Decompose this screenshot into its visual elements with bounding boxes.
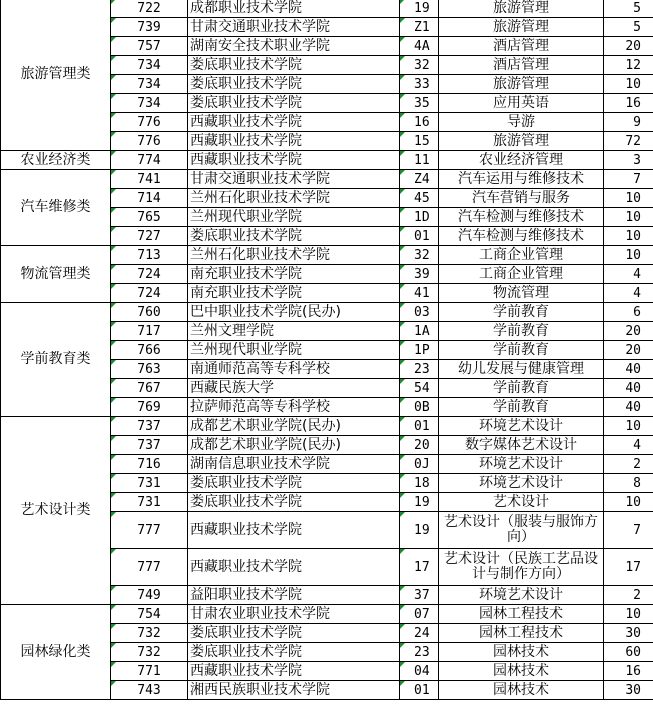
major-code-cell[interactable]: 54: [400, 379, 439, 398]
plan-count-cell[interactable]: 40: [604, 360, 653, 379]
school-name-cell[interactable]: 西藏职业技术学院: [188, 132, 400, 151]
school-code-cell[interactable]: 731: [111, 493, 188, 512]
plan-count-cell[interactable]: 30: [604, 681, 653, 700]
school-name-cell[interactable]: 成都艺术职业学院(民办): [188, 436, 400, 455]
major-code-cell[interactable]: 01: [400, 227, 439, 246]
school-code-cell[interactable]: 714: [111, 189, 188, 208]
major-name-cell[interactable]: 数字媒体艺术设计: [439, 436, 604, 455]
major-code-cell[interactable]: 32: [400, 56, 439, 75]
major-code-cell[interactable]: 19: [400, 512, 439, 549]
school-name-cell[interactable]: 南充职业技术学院: [188, 265, 400, 284]
school-name-cell[interactable]: 巴中职业技术学院(民办): [188, 303, 400, 322]
major-code-cell[interactable]: 32: [400, 246, 439, 265]
school-code-cell[interactable]: 777: [111, 512, 188, 549]
plan-count-cell[interactable]: 9: [604, 113, 653, 132]
school-name-cell[interactable]: 娄底职业技术学院: [188, 56, 400, 75]
major-code-cell[interactable]: 41: [400, 284, 439, 303]
school-name-cell[interactable]: 西藏职业技术学院: [188, 151, 400, 170]
major-code-cell[interactable]: 23: [400, 360, 439, 379]
plan-count-cell[interactable]: 10: [604, 246, 653, 265]
school-name-cell[interactable]: 西藏职业技术学院: [188, 662, 400, 681]
major-name-cell[interactable]: 园林技术: [439, 662, 604, 681]
major-name-cell[interactable]: 环境艺术设计: [439, 474, 604, 493]
plan-count-cell[interactable]: 16: [604, 94, 653, 113]
major-code-cell[interactable]: Z4: [400, 170, 439, 189]
plan-count-cell[interactable]: 10: [604, 189, 653, 208]
school-name-cell[interactable]: 成都职业技术学院: [188, 0, 400, 18]
school-name-cell[interactable]: 兰州文理学院: [188, 322, 400, 341]
plan-count-cell[interactable]: 2: [604, 455, 653, 474]
major-code-cell[interactable]: Z1: [400, 18, 439, 37]
table-row: [1, 170, 653, 189]
school-code-cell[interactable]: 716: [111, 455, 188, 474]
category-cell[interactable]: 旅游管理类: [1, 0, 111, 151]
major-code-cell[interactable]: 45: [400, 189, 439, 208]
plan-count-cell[interactable]: 20: [604, 37, 653, 56]
school-code-cell[interactable]: 734: [111, 75, 188, 94]
major-code-cell[interactable]: 23: [400, 643, 439, 662]
major-name-cell[interactable]: 汽车营销与服务: [439, 189, 604, 208]
category-cell[interactable]: 农业经济类: [1, 151, 111, 170]
plan-count-cell[interactable]: 10: [604, 227, 653, 246]
major-code-cell[interactable]: 04: [400, 662, 439, 681]
table-row: [1, 417, 653, 436]
school-name-cell[interactable]: 湖南安全技术职业学院: [188, 37, 400, 56]
major-name-cell[interactable]: 学前教育: [439, 379, 604, 398]
school-name-cell[interactable]: 湘西民族职业技术学院: [188, 681, 400, 700]
plan-count-cell[interactable]: 16: [604, 662, 653, 681]
major-name-cell[interactable]: 旅游管理: [439, 18, 604, 37]
major-name-cell[interactable]: 导游: [439, 113, 604, 132]
school-code-cell[interactable]: 774: [111, 151, 188, 170]
school-code-cell[interactable]: 724: [111, 284, 188, 303]
major-code-cell[interactable]: 0J: [400, 455, 439, 474]
major-name-cell[interactable]: 园林技术: [439, 643, 604, 662]
major-code-cell[interactable]: 20: [400, 436, 439, 455]
table-row: [1, 246, 653, 265]
plan-count-cell[interactable]: 7: [604, 512, 653, 549]
major-name-cell[interactable]: 酒店管理: [439, 56, 604, 75]
school-name-cell[interactable]: 娄底职业技术学院: [188, 474, 400, 493]
plan-count-cell[interactable]: 72: [604, 132, 653, 151]
school-code-cell[interactable]: 765: [111, 208, 188, 227]
major-name-cell[interactable]: 汽车检测与维修技术: [439, 208, 604, 227]
school-name-cell[interactable]: 西藏职业技术学院: [188, 113, 400, 132]
major-code-cell[interactable]: 01: [400, 681, 439, 700]
major-name-cell[interactable]: 园林工程技术: [439, 605, 604, 624]
major-code-cell[interactable]: 0B: [400, 398, 439, 417]
major-code-cell[interactable]: 18: [400, 474, 439, 493]
major-code-cell[interactable]: 07: [400, 605, 439, 624]
major-code-cell[interactable]: 24: [400, 624, 439, 643]
school-code-cell[interactable]: 743: [111, 681, 188, 700]
plan-count-cell[interactable]: 7: [604, 170, 653, 189]
school-code-cell[interactable]: 776: [111, 113, 188, 132]
major-name-cell[interactable]: 艺术设计（民族工艺品设计与制作方向）: [439, 549, 604, 586]
major-name-cell[interactable]: 工商企业管理: [439, 246, 604, 265]
table-body: [1, 0, 653, 700]
school-code-cell[interactable]: 734: [111, 94, 188, 113]
plan-count-cell[interactable]: 17: [604, 549, 653, 586]
major-name-cell[interactable]: 学前教育: [439, 322, 604, 341]
table-row: [1, 303, 653, 322]
category-cell[interactable]: 汽车维修类: [1, 170, 111, 246]
plan-count-cell[interactable]: 6: [604, 303, 653, 322]
school-name-cell[interactable]: 甘肃交通职业技术学院: [188, 18, 400, 37]
major-code-cell[interactable]: 17: [400, 549, 439, 586]
major-code-cell[interactable]: 15: [400, 132, 439, 151]
school-code-cell[interactable]: 739: [111, 18, 188, 37]
school-code-cell[interactable]: 767: [111, 379, 188, 398]
plan-count-cell[interactable]: 4: [604, 265, 653, 284]
major-code-cell[interactable]: 19: [400, 493, 439, 512]
school-code-cell[interactable]: 732: [111, 643, 188, 662]
major-name-cell[interactable]: 园林工程技术: [439, 624, 604, 643]
plan-count-cell[interactable]: 10: [604, 75, 653, 94]
school-code-cell[interactable]: 757: [111, 37, 188, 56]
school-code-cell[interactable]: 777: [111, 549, 188, 586]
table-row: [1, 151, 653, 170]
school-name-cell[interactable]: 成都艺术职业学院(民办): [188, 417, 400, 436]
major-name-cell[interactable]: 环境艺术设计: [439, 586, 604, 605]
major-code-cell[interactable]: 37: [400, 586, 439, 605]
plan-count-cell[interactable]: 10: [604, 208, 653, 227]
major-name-cell[interactable]: 物流管理: [439, 284, 604, 303]
school-name-cell[interactable]: 娄底职业技术学院: [188, 94, 400, 113]
major-code-cell[interactable]: 4A: [400, 37, 439, 56]
school-name-cell[interactable]: 娄底职业技术学院: [188, 643, 400, 662]
school-name-cell[interactable]: 南通师范高等专科学校: [188, 360, 400, 379]
plan-count-cell[interactable]: 40: [604, 379, 653, 398]
school-code-cell[interactable]: 771: [111, 662, 188, 681]
school-name-cell[interactable]: 娄底职业技术学院: [188, 227, 400, 246]
school-name-cell[interactable]: 益阳职业技术学院: [188, 586, 400, 605]
category-cell[interactable]: 物流管理类: [1, 246, 111, 303]
major-code-cell[interactable]: 16: [400, 113, 439, 132]
school-code-cell[interactable]: 741: [111, 170, 188, 189]
major-name-cell[interactable]: 酒店管理: [439, 37, 604, 56]
school-code-cell[interactable]: 776: [111, 132, 188, 151]
plan-count-cell[interactable]: 4: [604, 284, 653, 303]
school-code-cell[interactable]: 732: [111, 624, 188, 643]
school-name-cell[interactable]: 娄底职业技术学院: [188, 75, 400, 94]
major-name-cell[interactable]: 学前教育: [439, 398, 604, 417]
major-code-cell[interactable]: 33: [400, 75, 439, 94]
plan-count-cell[interactable]: 20: [604, 341, 653, 360]
major-name-cell[interactable]: 汽车检测与维修技术: [439, 227, 604, 246]
school-code-cell[interactable]: 749: [111, 586, 188, 605]
school-name-cell[interactable]: 娄底职业技术学院: [188, 493, 400, 512]
major-code-cell[interactable]: 01: [400, 417, 439, 436]
major-name-cell[interactable]: 园林技术: [439, 681, 604, 700]
major-name-cell[interactable]: 艺术设计（服装与服饰方向）: [439, 512, 604, 549]
school-name-cell[interactable]: 甘肃交通职业技术学院: [188, 170, 400, 189]
school-code-cell[interactable]: 760: [111, 303, 188, 322]
major-name-cell[interactable]: 幼儿发展与健康管理: [439, 360, 604, 379]
major-name-cell[interactable]: 旅游管理: [439, 0, 604, 18]
table-row: [1, 0, 653, 18]
school-code-cell[interactable]: 754: [111, 605, 188, 624]
major-code-cell[interactable]: 19: [400, 0, 439, 18]
major-name-cell[interactable]: 应用英语: [439, 94, 604, 113]
plan-count-cell[interactable]: 8: [604, 474, 653, 493]
major-name-cell[interactable]: 旅游管理: [439, 75, 604, 94]
major-name-cell[interactable]: 旅游管理: [439, 132, 604, 151]
category-cell[interactable]: 学前教育类: [1, 303, 111, 417]
major-code-cell[interactable]: 1A: [400, 322, 439, 341]
school-name-cell[interactable]: 兰州现代职业学院: [188, 208, 400, 227]
school-code-cell[interactable]: 737: [111, 436, 188, 455]
school-code-cell[interactable]: 769: [111, 398, 188, 417]
plan-count-cell[interactable]: 40: [604, 398, 653, 417]
school-code-cell[interactable]: 731: [111, 474, 188, 493]
school-name-cell[interactable]: 拉萨师范高等专科学校: [188, 398, 400, 417]
plan-count-cell[interactable]: 12: [604, 56, 653, 75]
major-name-cell[interactable]: 学前教育: [439, 341, 604, 360]
major-name-cell[interactable]: 农业经济管理: [439, 151, 604, 170]
plan-count-cell[interactable]: 60: [604, 643, 653, 662]
school-name-cell[interactable]: 甘肃农业职业技术学院: [188, 605, 400, 624]
plan-count-cell[interactable]: 2: [604, 586, 653, 605]
plan-count-cell[interactable]: 20: [604, 322, 653, 341]
major-name-cell[interactable]: 环境艺术设计: [439, 455, 604, 474]
school-name-cell[interactable]: 西藏民族大学: [188, 379, 400, 398]
plan-count-cell[interactable]: 5: [604, 18, 653, 37]
major-name-cell[interactable]: 环境艺术设计: [439, 417, 604, 436]
school-code-cell[interactable]: 737: [111, 417, 188, 436]
major-name-cell[interactable]: 汽车运用与维修技术: [439, 170, 604, 189]
major-code-cell[interactable]: 39: [400, 265, 439, 284]
plan-count-cell[interactable]: 10: [604, 417, 653, 436]
school-name-cell[interactable]: 兰州现代职业学院: [188, 341, 400, 360]
school-code-cell[interactable]: 722: [111, 0, 188, 18]
plan-count-cell[interactable]: 3: [604, 151, 653, 170]
category-cell[interactable]: 艺术设计类: [1, 417, 111, 605]
school-name-cell[interactable]: 南充职业技术学院: [188, 284, 400, 303]
school-code-cell[interactable]: 727: [111, 227, 188, 246]
school-code-cell[interactable]: 717: [111, 322, 188, 341]
school-code-cell[interactable]: 724: [111, 265, 188, 284]
school-name-cell[interactable]: 兰州石化职业技术学院: [188, 246, 400, 265]
major-code-cell[interactable]: 35: [400, 94, 439, 113]
school-code-cell[interactable]: 734: [111, 56, 188, 75]
table-row: [1, 605, 653, 624]
school-code-cell[interactable]: 713: [111, 246, 188, 265]
school-code-cell[interactable]: 766: [111, 341, 188, 360]
major-name-cell[interactable]: 艺术设计: [439, 493, 604, 512]
plan-count-cell[interactable]: 4: [604, 436, 653, 455]
plan-count-cell[interactable]: 30: [604, 624, 653, 643]
school-name-cell[interactable]: 西藏职业技术学院: [188, 512, 400, 549]
major-name-cell[interactable]: 工商企业管理: [439, 265, 604, 284]
school-name-cell[interactable]: 湖南信息职业技术学院: [188, 455, 400, 474]
school-name-cell[interactable]: 西藏职业技术学院: [188, 549, 400, 586]
school-name-cell[interactable]: 兰州石化职业技术学院: [188, 189, 400, 208]
major-code-cell[interactable]: 11: [400, 151, 439, 170]
major-name-cell[interactable]: 学前教育: [439, 303, 604, 322]
major-code-cell[interactable]: 1P: [400, 341, 439, 360]
plan-count-cell[interactable]: 5: [604, 0, 653, 18]
major-code-cell[interactable]: 1D: [400, 208, 439, 227]
school-code-cell[interactable]: 763: [111, 360, 188, 379]
school-name-cell[interactable]: 娄底职业技术学院: [188, 624, 400, 643]
major-code-cell[interactable]: 03: [400, 303, 439, 322]
category-cell[interactable]: 园林绿化类: [1, 605, 111, 700]
plan-count-cell[interactable]: 10: [604, 605, 653, 624]
plan-count-cell[interactable]: 10: [604, 493, 653, 512]
